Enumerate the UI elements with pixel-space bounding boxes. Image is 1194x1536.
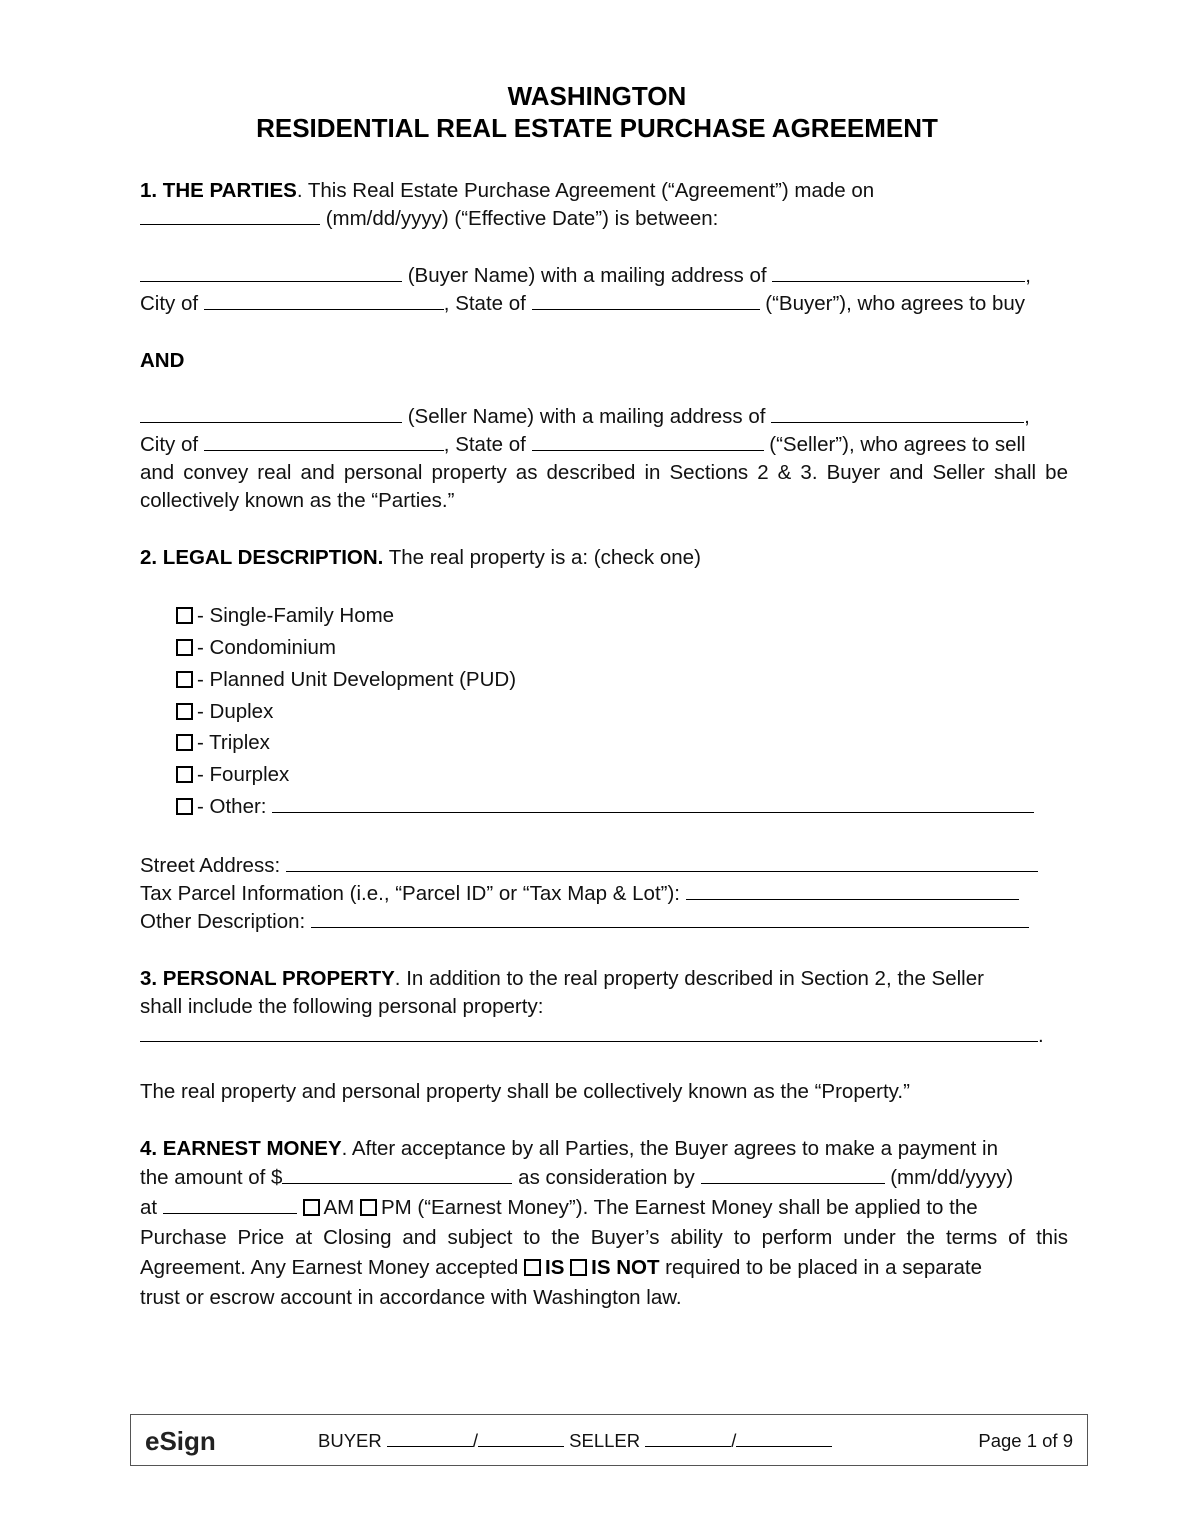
checkbox[interactable] bbox=[176, 766, 193, 783]
buyer-city-field[interactable] bbox=[204, 291, 444, 310]
tax-parcel-field[interactable] bbox=[686, 881, 1019, 900]
street-address-field[interactable] bbox=[286, 853, 1038, 872]
section-4-intro: 4. EARNEST MONEY. After acceptance by all Parties, the Buyer agrees to make a payment in bbox=[140, 1137, 998, 1160]
document-state-title: WASHINGTON bbox=[507, 81, 687, 111]
buyer-city-line: City of , State of (“Buyer”), who agrees to buy bbox=[140, 292, 1026, 315]
effective-date-field[interactable] bbox=[140, 206, 320, 225]
document-title: RESIDENTIAL REAL ESTATE PURCHASE AGREEMENT bbox=[256, 113, 938, 143]
seller-city-field[interactable] bbox=[204, 432, 444, 451]
section-1-body: and convey real and personal property as described in Sections 2 & 3. Buyer and Seller shall be bbox=[140, 461, 1068, 484]
buyer-initials-1[interactable] bbox=[387, 1430, 473, 1447]
other-description-line: Other Description: bbox=[140, 908, 1068, 936]
seller-initials-1[interactable] bbox=[645, 1430, 731, 1447]
option-pud: - Planned Unit Development (PUD) bbox=[176, 666, 516, 694]
section-3-intro: 3. PERSONAL PROPERTY. In addition to the real property described in Section 2, the Seller bbox=[140, 967, 984, 990]
page-footer bbox=[130, 1414, 1088, 1466]
seller-city-line: City of , State of (“Seller”), who agrees to sell bbox=[140, 433, 1026, 456]
checkbox[interactable] bbox=[176, 607, 193, 624]
personal-property-field[interactable] bbox=[140, 1023, 1038, 1042]
section-1-heading: 1. THE PARTIES bbox=[140, 179, 297, 202]
section-3-body: shall include the following personal property: bbox=[140, 995, 544, 1018]
section-1-body-end: collectively known as the “Parties.” bbox=[140, 489, 455, 512]
earnest-amount-line: the amount of $ as consideration by (mm/dd/yyyy) bbox=[140, 1166, 1014, 1189]
seller-initials-2[interactable] bbox=[736, 1430, 832, 1447]
seller-state-field[interactable] bbox=[532, 432, 764, 451]
section-3-heading: 3. PERSONAL PROPERTY bbox=[140, 967, 395, 990]
seller-name-field[interactable] bbox=[140, 404, 402, 423]
option-condominium: - Condominium bbox=[176, 634, 336, 662]
option-single-family: - Single-Family Home bbox=[176, 602, 394, 630]
option-duplex: - Duplex bbox=[176, 698, 273, 726]
initials-line: BUYER / SELLER / bbox=[318, 1430, 832, 1452]
street-address-line: Street Address: bbox=[140, 852, 1068, 880]
checkbox[interactable] bbox=[176, 671, 193, 688]
section-2-heading: 2. LEGAL DESCRIPTION. bbox=[140, 546, 384, 569]
pm-checkbox[interactable] bbox=[360, 1199, 377, 1216]
section-4-heading: 4. EARNEST MONEY bbox=[140, 1137, 342, 1160]
option-fourplex: - Fourplex bbox=[176, 761, 289, 789]
other-description-field[interactable] bbox=[311, 909, 1029, 928]
page-number: Page 1 of 9 bbox=[978, 1430, 1073, 1451]
earnest-time-line: at AM PM (“Earnest Money”). The Earnest Money shall be applied to the bbox=[140, 1196, 978, 1219]
checkbox[interactable] bbox=[176, 639, 193, 656]
buyer-name-line: (Buyer Name) with a mailing address of , bbox=[140, 262, 1068, 290]
is-checkbox[interactable] bbox=[524, 1259, 541, 1276]
buyer-address-field[interactable] bbox=[772, 263, 1025, 282]
section-2-intro: 2. LEGAL DESCRIPTION. The real property is a: (check one) bbox=[140, 546, 701, 569]
is-not-checkbox[interactable] bbox=[570, 1259, 587, 1276]
section-4-body: Purchase Price at Closing and subject to the Buyer’s ability to perform under the terms of this bbox=[140, 1226, 1068, 1249]
personal-property-line: . bbox=[140, 1022, 1068, 1050]
checkbox[interactable] bbox=[176, 798, 193, 815]
buyer-name-field[interactable] bbox=[140, 263, 402, 282]
escrow-line: Agreement. Any Earnest Money accepted IS IS NOT required to be placed in a separate bbox=[140, 1256, 982, 1279]
am-checkbox[interactable] bbox=[303, 1199, 320, 1216]
buyer-initials-2[interactable] bbox=[478, 1430, 564, 1447]
property-definition: The real property and personal property shall be collectively known as the “Property.” bbox=[140, 1080, 910, 1103]
seller-name-line: (Seller Name) with a mailing address of , bbox=[140, 403, 1068, 431]
esign-logo: eSign bbox=[145, 1426, 216, 1456]
checkbox[interactable] bbox=[176, 703, 193, 720]
buyer-state-field[interactable] bbox=[532, 291, 760, 310]
option-other: - Other: bbox=[176, 793, 1034, 821]
and-separator: AND bbox=[140, 349, 185, 372]
earnest-date-field[interactable] bbox=[701, 1165, 885, 1184]
tax-parcel-line: Tax Parcel Information (i.e., “Parcel ID” or “Tax Map & Lot”): bbox=[140, 880, 1068, 908]
section-1-intro: 1. THE PARTIES. This Real Estate Purchase Agreement (“Agreement”) made on bbox=[140, 179, 875, 202]
seller-address-field[interactable] bbox=[771, 404, 1024, 423]
earnest-amount-field[interactable] bbox=[282, 1165, 512, 1184]
effective-date-line: (mm/dd/yyyy) (“Effective Date”) is between: bbox=[140, 205, 1068, 233]
section-4-body-end: trust or escrow account in accordance with Washington law. bbox=[140, 1286, 682, 1309]
earnest-time-field[interactable] bbox=[163, 1195, 297, 1214]
option-triplex: - Triplex bbox=[176, 729, 270, 757]
checkbox[interactable] bbox=[176, 734, 193, 751]
other-type-field[interactable] bbox=[272, 794, 1034, 813]
